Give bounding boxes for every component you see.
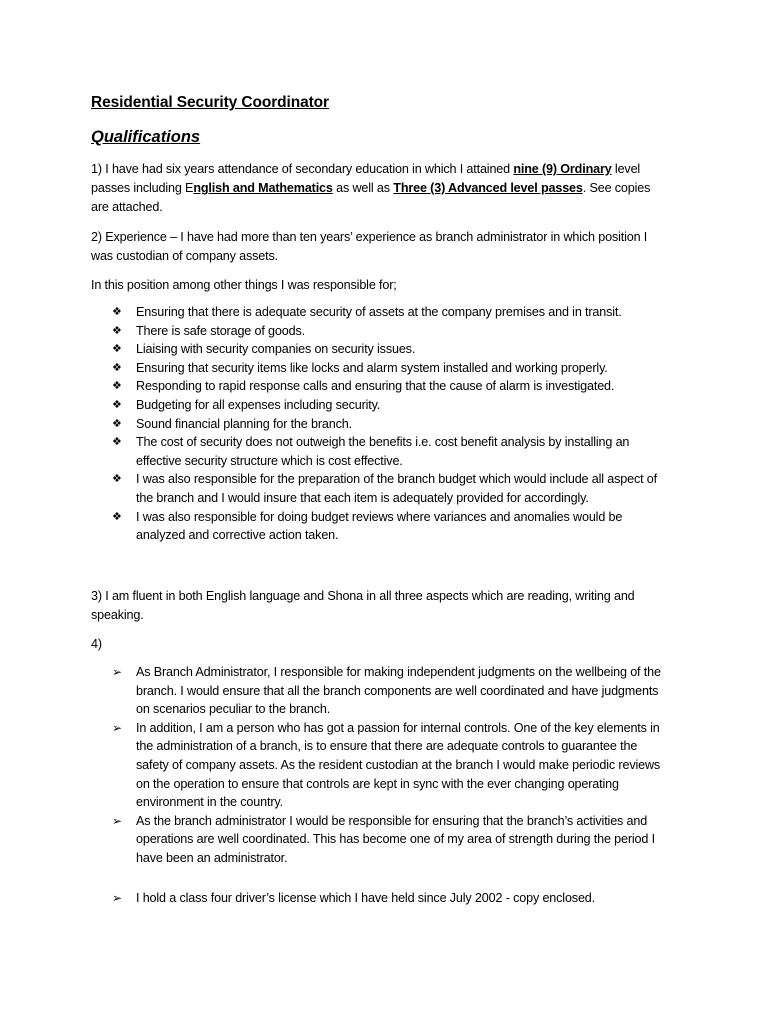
list-item xyxy=(112,470,672,507)
list-item xyxy=(112,359,672,378)
arrow-bullet-icon: ➢ xyxy=(112,891,122,905)
diamond-bullet-icon: ❖ xyxy=(112,305,122,318)
list-item-text: Sound financial planning for the branch. xyxy=(136,416,352,431)
diamond-bullet-icon: ❖ xyxy=(112,379,122,393)
list-item-text: There is safe storage of goods. xyxy=(136,323,305,338)
list-item xyxy=(112,719,668,812)
list-item-text: Responding to rapid response calls and ensuring that the cause of alarm is investigated. xyxy=(136,379,615,394)
list-item xyxy=(112,377,672,396)
list-item-text: I hold a class four driver’s license which I have held since July 2002 - copy enclosed. xyxy=(136,891,596,905)
responsibilities-list xyxy=(112,303,672,545)
list-item xyxy=(112,433,672,470)
diamond-bullet-icon: ❖ xyxy=(112,509,122,523)
list-item-text: Budgeting for all expenses including security. xyxy=(136,397,381,412)
list-item-text: Liaising with security companies on security issues. xyxy=(136,342,416,357)
list-item xyxy=(112,508,672,545)
underlined-text: Three (3) Advanced level passes xyxy=(393,181,583,195)
list-item-text: As the branch administrator I would be responsible for ensuring that the branch’s activities and operations are well coordinated. This has become one of my area of strength during the period I have been an administrator. xyxy=(136,813,655,865)
paragraph-text: as well as xyxy=(332,181,394,195)
paragraph-text: . See copies are attached. xyxy=(91,181,651,214)
list-item xyxy=(112,322,672,341)
arrow-bullet-icon: ➢ xyxy=(112,720,122,735)
diamond-bullet-icon: ❖ xyxy=(112,472,122,486)
list-item-text: I was also responsible for doing budget reviews where variances and anomalies would be analyzed and corrective action taken. xyxy=(136,509,623,543)
list-item xyxy=(112,340,672,359)
paragraph-responsibilities-intro: In this position among other things I was responsible for; xyxy=(91,278,397,292)
diamond-bullet-icon: ❖ xyxy=(112,435,122,449)
underlined-text: nine (9) Ordinary xyxy=(513,162,612,176)
section-title-qualifications: Qualifications xyxy=(91,128,201,146)
list-item xyxy=(112,663,668,719)
diamond-bullet-icon: ❖ xyxy=(112,416,122,430)
list-item xyxy=(112,396,672,415)
list-item-text: As Branch Administrator, I responsible for making independent judgments on the wellbeing of the branch. I would ensure that all the branch components are well coordinated and have judgments on scenarios peculiar to the branch. xyxy=(136,665,661,717)
list-item xyxy=(112,889,668,908)
paragraph-experience: 2) Experience – I have had more than ten years’ experience as branch administrator in which position I was custodian of company assets. xyxy=(91,230,648,263)
arrow-bullet-icon: ➢ xyxy=(112,665,122,679)
list-item-text: The cost of security does not outweigh the benefits i.e. cost benefit analysis by installing an effective security structure which is cost effective. xyxy=(136,435,630,468)
arrow-bullet-icon: ➢ xyxy=(112,813,122,828)
points-list xyxy=(112,663,668,868)
underlined-text: nglish and Mathematics xyxy=(193,181,333,195)
diamond-bullet-icon: ❖ xyxy=(112,360,122,374)
paragraph-education xyxy=(91,160,663,217)
list-item-text: Ensuring that there is adequate security of assets at the company premises and in transit. xyxy=(136,305,622,319)
diamond-bullet-icon: ❖ xyxy=(112,397,122,411)
license-point xyxy=(112,889,668,908)
paragraph-languages: 3) I am fluent in both English language and Shona in all three aspects which are reading, writing and speaking. xyxy=(91,589,635,622)
list-item-text: Ensuring that security items like locks and alarm system installed and working properly. xyxy=(136,360,608,375)
paragraph-text: 1) I have had six years attendance of secondary education in which I attained xyxy=(91,162,514,176)
list-item-text: In addition, I am a person who has got a passion for internal controls. One of the key elements in the administration of a branch, is to ensure that there are adequate controls to guarantee the safety of company assets. As the resident custodian at the branch I would make periodic reviews on the operation to ensure that controls are kept in sync with the ever changing operating environment in the country. xyxy=(136,720,661,810)
paragraph-number-4: 4) xyxy=(91,637,102,651)
diamond-bullet-icon: ❖ xyxy=(112,342,122,356)
list-item-text: I was also responsible for the preparation of the branch budget which would include all aspect of the branch and I would insure that each item is adequately provided for accordingly. xyxy=(136,472,658,505)
document-title: Residential Security Coordinator xyxy=(91,94,329,111)
paragraph-text: level passes including E xyxy=(91,162,641,195)
list-item xyxy=(112,303,672,322)
diamond-bullet-icon: ❖ xyxy=(112,323,122,337)
list-item xyxy=(112,415,672,434)
list-item xyxy=(112,812,668,868)
